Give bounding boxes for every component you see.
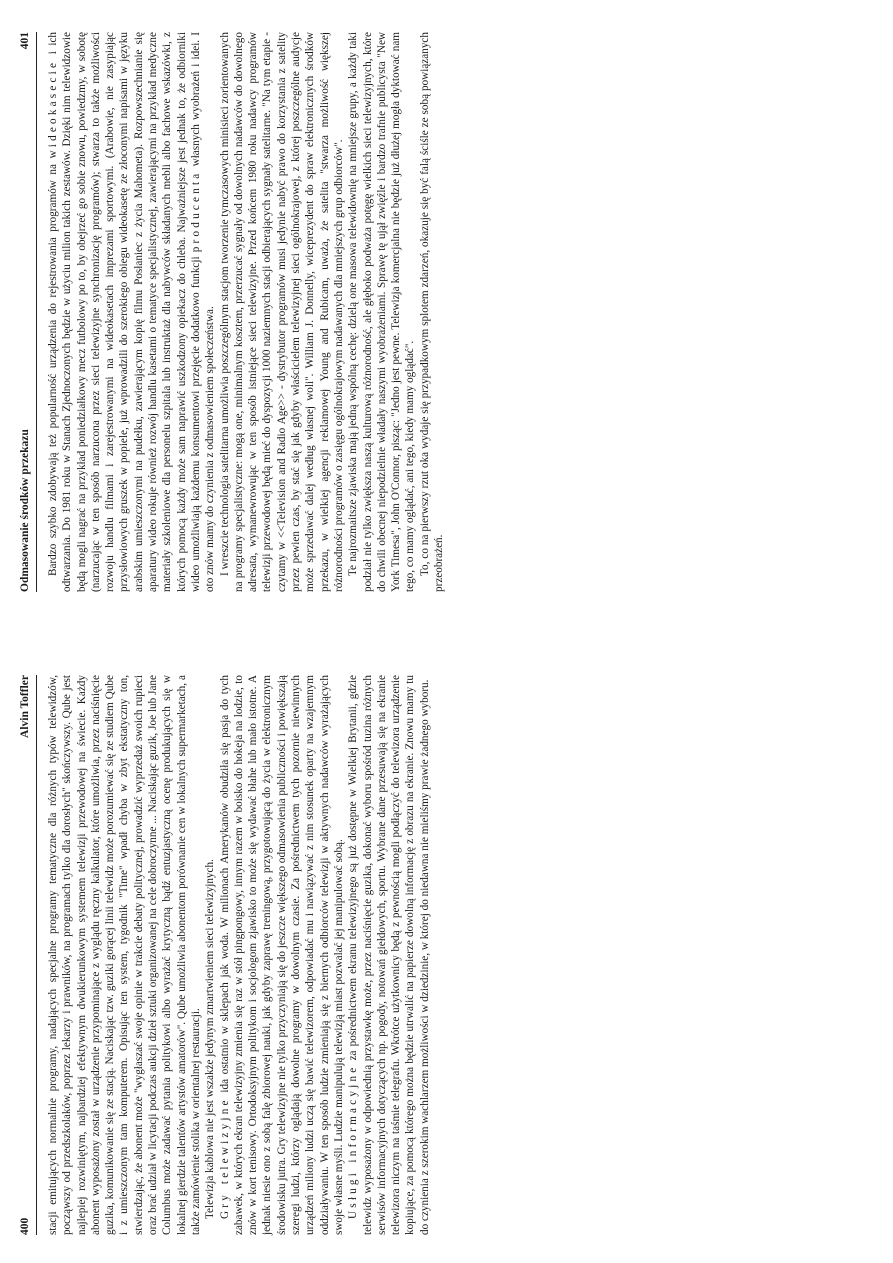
spaced-term: Usługi informacyjne	[347, 1064, 360, 1219]
page-body	[37, 32, 446, 592]
paragraph: Bardzo szybko zdobywają też popularność urządzenia do rejestrowania programów na wideokasecie i ich odtwarzania. Do 1981 roku w Stanach Zjednoczonych będzie w użyciu milion takich zestawów. Dzięki nim telewidzowie będą mogli nagrać na przykład poniedziałkowy mecz futbolowy po to, by obejrzeć go sobie znowu, powiedzmy, w sobotę (narzucając w ten sposób narzucona przez sieci telewizyjne synchronizację programów); stwarza to także możliwości rozwoju handlu filmami i zarejestrowanymi na wideokasetach imprezami sportowymi. (Arabowie, nie zasypiając przysłowiowych gruszek w popiele, już wprowadzili do szerokiego obiegu wideokasetę ze złoconymi napisami w języku arabskim umieszczonymi na pudełku, zawierającym kopię filmu Posłaniec z życia Mahometa). Rozpowszechnianie się aparatury wideo rokuje również rozwój handlu kasetami o tematyce specjalistycznej, zawierającymi na przykład medyczne materiały szkoleniowe dla personelu szpitala lub instruktaż dla nabywców składanych mebli albo fachowe wskazówki, z których pomocą każdy może sam naprawić uszkodzony opiekacz do chleba. Najważniejsze jest jednak to, że odbiorniki wideo umożliwiają każdemu konsumentowi przejęcie dodatkowo funkcji producenta własnych wyobrażeń i idei. I oto znów mamy do czynienia z odmasowieniem społeczeństwa.	[47, 31, 217, 592]
spaced-term: wideokasecie	[47, 59, 59, 159]
right-page	[18, 32, 873, 592]
paragraph: Usługi informacyjne za pośrednictwem ekranu telewizyjnego są już dostępne w Wielkiej Brytanii, gdzie telewidz wyposażony w odpowiednią przystawkę może, przez naciśnięcie guzika, dokonać wyboru spośród tuzina różnych serwisów informacyjnych dotyczących np. pogody, notowań giełdowych, sportu. Wybrane dane przesuwają się na ekranie telewizora niczym na taśmie telegrafu. Wkrótce użytkownicy będą z pewnością mogli podłączyć do telewizora urządzenie kopiujące, za pomocą którego można będzie utrwalić na papierze dowolną informację z obrazu na ekranie. Znowu mamy tu do czynienia z szerokim wachlarzem możliwości w dziedzinie, w której do niedawna nie mieliśmy prawie żadnego wyboru.	[347, 675, 431, 1235]
spaced-term: Gry telewizyjne	[218, 1097, 231, 1219]
spaced-term: producenta	[189, 170, 202, 253]
paragraph: stacji emitujących normalnie programy, nadających specjalne programy tematyczne dla różnych typów telewidzów, począwszy od przedszkolaków, poprzez lekarzy i prawników, na programach tylko dla dorosłych" skończywszy. Qube jest najlepiej rozwiniętym, najbardziej efektywnym dwukierunkowym systemem telewizji przewodowej na świecie. Każdy abonent wyposażony został w urządzenie przypominające z wyglądu ręczny kalkulator, które umożliwia, przez naciśnięcie guzika, komunikowanie się ze stacją. Naciskając tzw. guziki gorącej linii telewidz może porozumiewać się ze studiem Qube i z umieszczonym tam komputerem. Opisując ten system, tygodnik "Time" wpadł chyba w zbyt ekstatyczny ton, stwierdzając, że abonent może "wygłaszać swoje opinie w trakcie debaty politycznej, prowadzić wyprzedaż swoich rupieci oraz brać udział w licytacji podczas aukcji dzieł sztuki organizowanej na cele dobroczynne ... Naciskając guzik, Joe lub Jane Columbus może zadawać pytania politykowi albo wyrażać krytyczną bądź entuzjastyczną ocenę produkujących się w lokalnej gierdzie talentów artystów amatorów". Qube umożliwia abonentom porównanie cen w lokalnych supermarketach, a także zamówienie stolika w orientalnej restauracji.	[47, 675, 202, 1235]
paragraph: Telewizja kablowa nie jest wszakże jedynym zmartwieniem sieci telewizyjnych.	[204, 859, 217, 1219]
paragraph: Gry telewizyjne ida ostatnio w sklepach jak woda. W milionach Amerykanów obudziła się pasja do tych zabawek, w których ekran telewizyjny zmienia się raz w stół pingpongowy, innym razem w boisko do hokeja na lodzie, to znów w kort tenisowy. Ortodoksyjnym politykom i socjologom zjawisko to może się wydawać błahe lub mało istotne. A jednak niesie ono z sobą falę zbiorowej nauki, jak gdyby zaprawę treningową, przygotowującą do życia w elektronicznym środowisku jutra. Gry telewizyjne nie tylko przyczyniają się do jeszcze większego odmasowienia publiczności i powiększają szeregi ludzi, którzy oglądają dowolne programy w dowolnym czasie. Za pośrednictwem tych pozornie niewinnych urządzeń miliony ludzi uczą się bawić telewizorem, odpowiadać mu i nawiązywać z nim stosunek oparty na wzajemnym oddziaływaniu. W ten sposób ludzie zmieniają się z biernych odbiorców telewizji w aktywnych nadawców wyrażających swoje własne myśli. Ludzie manipulują telewizją miast pozwalać jej manipulować sobą.	[218, 674, 345, 1235]
paragraph: To, co na pierwszy rzut oka wydaje się przypadkowym splotem zdarzeń, okazuje się być falą ściśle ze sobą powiązanych przeobrażeń.	[418, 32, 446, 592]
paragraph: Te najrozmaitsze zjawiska mają jedną wspólną cechę: dzielą one masowa telewidownię na mniejsze grupy, a każdy taki podział nie tylko zwiększa naszą kulturową różnorodność, ale głęboko podważa potęgę wielkich sieci telewizyjnych, które do chwili obecnej niepodzielnie władały naszymi wyobrażeniami. Sprawę tę ujął zwięźle i bardzo trafnie publicysta "New York Timesa", John O'Connor, pisząc: "Jedno jest pewne. Telewizja komercjalna nie będzie już dłużej mogła dyktować nam tego, co mamy oglądać, ani tego, kiedy mamy oglądać".	[347, 32, 417, 592]
page-header	[18, 32, 37, 592]
paragraph: I wreszcie technologia satelitarna umożliwia poszczególnym stacjom tworzenie tymczasowych minisieci zorientowanych na programy specjalistyczne: mogą one, minimalnym kosztem, przerzucać sygnały od dowolnych nadawców do dowolnego adresata, wymanewrowując w ten sposób istniejące sieci telewizyjne. Przed końcem 1980 roku nadawcy programów telewizji przewodowej będą mieć do dyspozycji 1000 naziemnych stacji odbierających sygnały satelitarne. "Na tym etapie - czytamy w <<Television and Radio Age>> - dystrybutor programów musi jedynie nabyć prawo do korzystania z satelity przez pewien czas, by stać się jak gdyby właścicielem telewizyjnej sieci ogólnokrajowej, z której poszczególne audycje może sprzedawać dalej według własnej woli". William J. Donnelly, wiceprezydent do spraw elektronicznych środków przekazu, w wielkiej agencji reklamowej Young and Rubicam, uważa, że satelita "stwarza możliwość większej różnorodności programów o zasięgu ogólnokrajowym nadawanych dla mniejszych grup odbiorców".	[218, 32, 345, 592]
page-number: 400	[19, 1217, 31, 1235]
page-header	[18, 675, 37, 1235]
running-head: Odmasowanie środków przekazu	[19, 429, 31, 592]
page-number: 401	[19, 32, 31, 50]
left-page	[18, 675, 873, 1235]
running-head: Alvin Toffler	[19, 675, 31, 738]
page-body	[37, 675, 432, 1235]
